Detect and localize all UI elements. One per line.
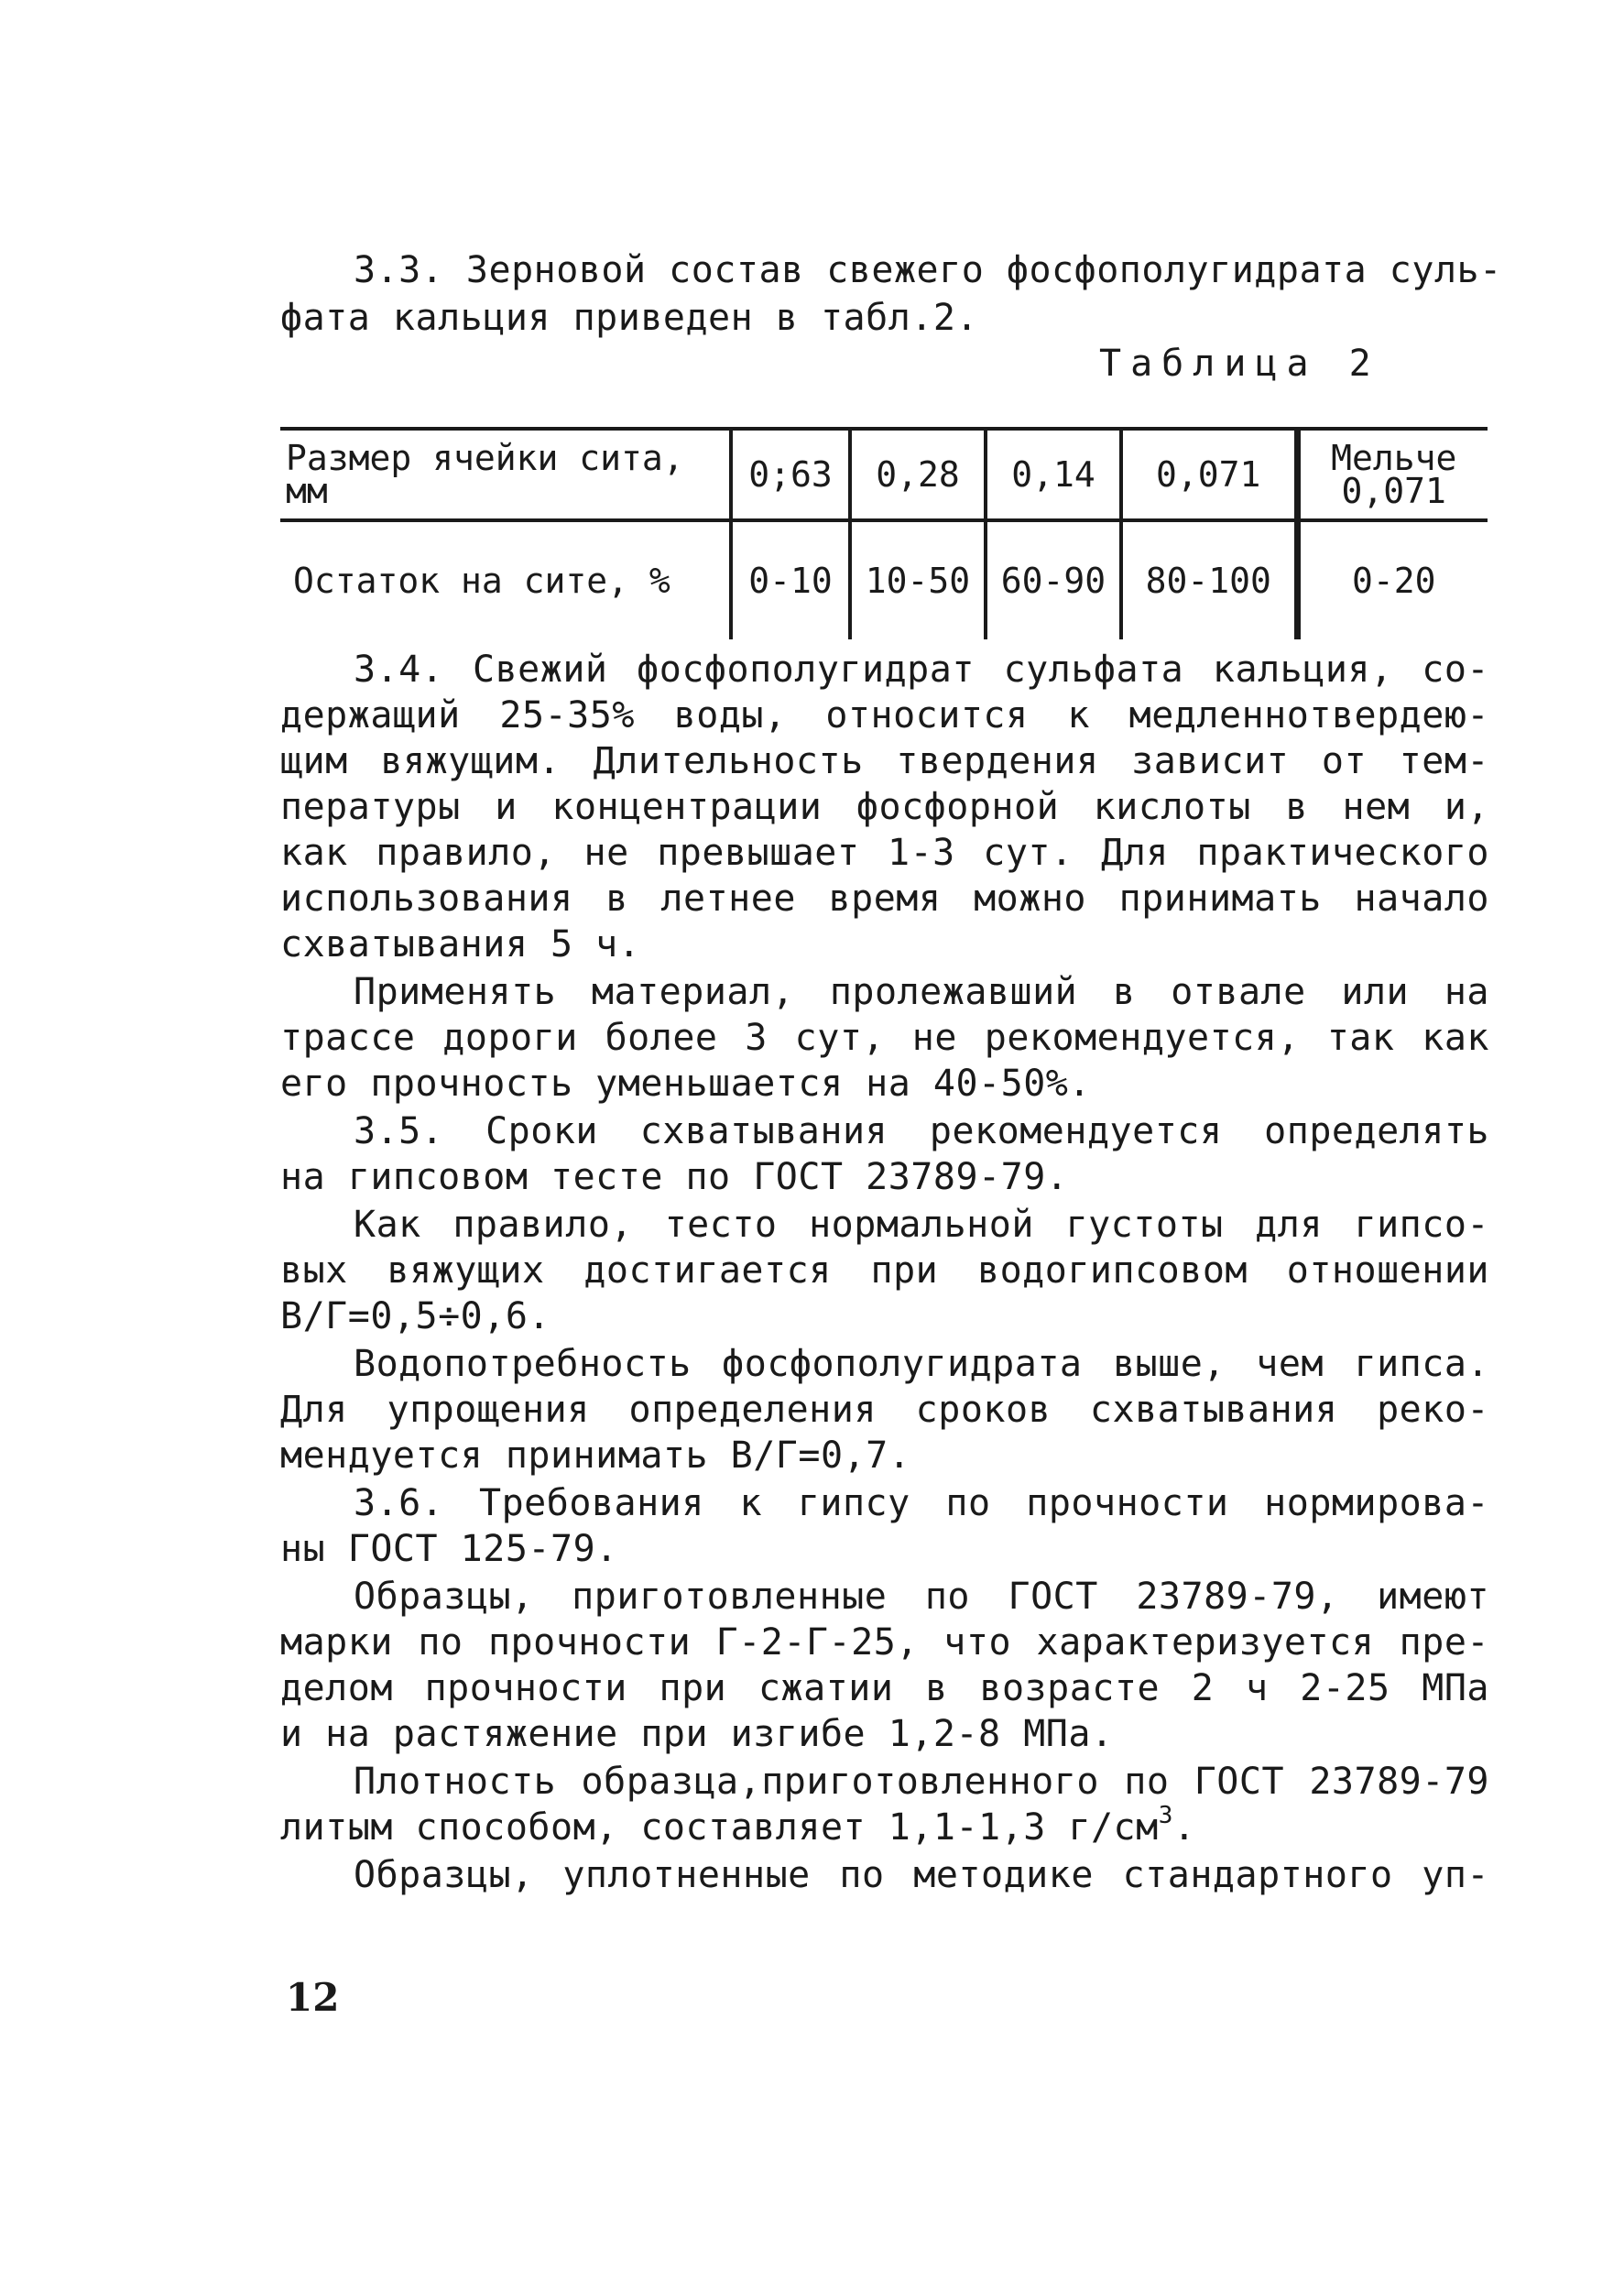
para-material-line-1: Применять материал, пролежавший в отвале или на	[354, 971, 1489, 1013]
header-label-line-2: мм	[286, 471, 328, 511]
header-finer-cell	[1297, 429, 1488, 520]
row-value-cell: 0-10	[731, 520, 850, 639]
para-compacted-line-1: Образцы, уплотненные по методике стандартного уп-	[354, 1854, 1489, 1896]
para-density-line-2-end: .	[1172, 1806, 1196, 1849]
row-value-cell: 60-90	[986, 520, 1121, 639]
para-density-line-1: Плотность образца,приготовленного по ГОСТ 23789-79	[354, 1761, 1489, 1803]
row-value-cell: 80-100	[1121, 520, 1297, 639]
para-samples-line-4: и на растяжение при изгибе 1,2-8 МПа.	[280, 1713, 1114, 1755]
para-material-line-3: его прочность уменьшается на 40-50%.	[280, 1063, 1091, 1105]
section-3-4-line-3: щим вяжущим. Длительность твердения зависит от тем-	[280, 740, 1489, 782]
section-3-4-line-5: как правило, не превышает 1-3 сут. Для практического	[280, 832, 1489, 874]
section-3-6-line-1: 3.6. Требования к гипсу по прочности нормирова-	[354, 1482, 1489, 1524]
para-water-line-3: мендуется принимать В/Г=0,7.	[280, 1435, 911, 1477]
section-3-4-line-7: схватывания 5 ч.	[280, 923, 641, 965]
section-3-5-line-1: 3.5. Сроки схватывания рекомендуется определять	[354, 1110, 1489, 1152]
header-label-line-1: Размер ячейки сита,	[286, 438, 684, 478]
section-3-4-line-1: 3.4. Свежий фосфополугидрат сульфата кальция, со-	[354, 649, 1489, 691]
para-density-line-2-text: литым способом, составляет 1,1-1,3 г/см	[280, 1806, 1159, 1849]
table-header-label	[280, 429, 731, 520]
para-material-line-2: трассе дороги более 3 сут, не рекомендуется, так как	[280, 1017, 1489, 1059]
para-dough-line-2: вых вяжущих достигается при водогипсовом отношении	[280, 1249, 1489, 1292]
section-3-3-line-2: фата кальция приведен в табл.2.	[280, 297, 979, 339]
para-dough-line-3: В/Г=0,5÷0,6.	[280, 1295, 550, 1337]
para-samples-line-3: делом прочности при сжатии в возрасте 2 ч 2-25 МПа	[280, 1667, 1489, 1709]
header-finer-line-2: 0,071	[1341, 471, 1446, 511]
para-samples-line-2: марки по прочности Г-2-Г-25, что характеризуется пре-	[280, 1621, 1489, 1664]
table-row	[280, 520, 1488, 639]
header-size-cell: 0,28	[850, 429, 986, 520]
para-samples-line-1: Образцы, приготовленные по ГОСТ 23789-79, имеют	[354, 1576, 1489, 1618]
page-number: 12	[286, 1975, 340, 2020]
row-label: Остаток на сите, %	[293, 561, 670, 601]
header-size-cell: 0;63	[731, 429, 850, 520]
section-3-3-line-1: 3.3. Зерновой состав свежего фосфополугидрата суль-	[354, 249, 1502, 291]
para-water-line-2: Для упрощения определения сроков схватывания реко-	[280, 1389, 1489, 1431]
section-3-4-line-6: использования в летнее время можно принимать начало	[280, 878, 1489, 920]
row-value-cell: 0-20	[1297, 520, 1488, 639]
sieve-table	[280, 427, 1488, 639]
section-3-4-line-4: пературы и концентрации фосфорной кислоты в нем и,	[280, 786, 1489, 828]
section-3-4-line-2: держащий 25-35% воды, относится к медленнотвердею-	[280, 694, 1489, 736]
row-value-cell: 10-50	[850, 520, 986, 639]
section-3-6-line-2: ны ГОСТ 125-79.	[280, 1528, 618, 1570]
header-size-cell: 0,14	[986, 429, 1121, 520]
table-header-row	[280, 429, 1488, 520]
table-caption: Таблица 2	[1099, 343, 1380, 385]
para-dough-line-1: Как правило, тесто нормальной густоты для гипсо-	[354, 1204, 1489, 1246]
header-size-cell: 0,071	[1121, 429, 1297, 520]
superscript-exponent: 3	[1158, 1801, 1173, 1829]
para-density-line-2	[280, 1801, 1489, 1850]
section-3-5-line-2: на гипсовом тесте по ГОСТ 23789-79.	[280, 1156, 1069, 1198]
header-finer-line-1: Мельче	[1331, 438, 1457, 478]
para-water-line-1: Водопотребность фосфополугидрата выше, чем гипса.	[354, 1343, 1489, 1385]
